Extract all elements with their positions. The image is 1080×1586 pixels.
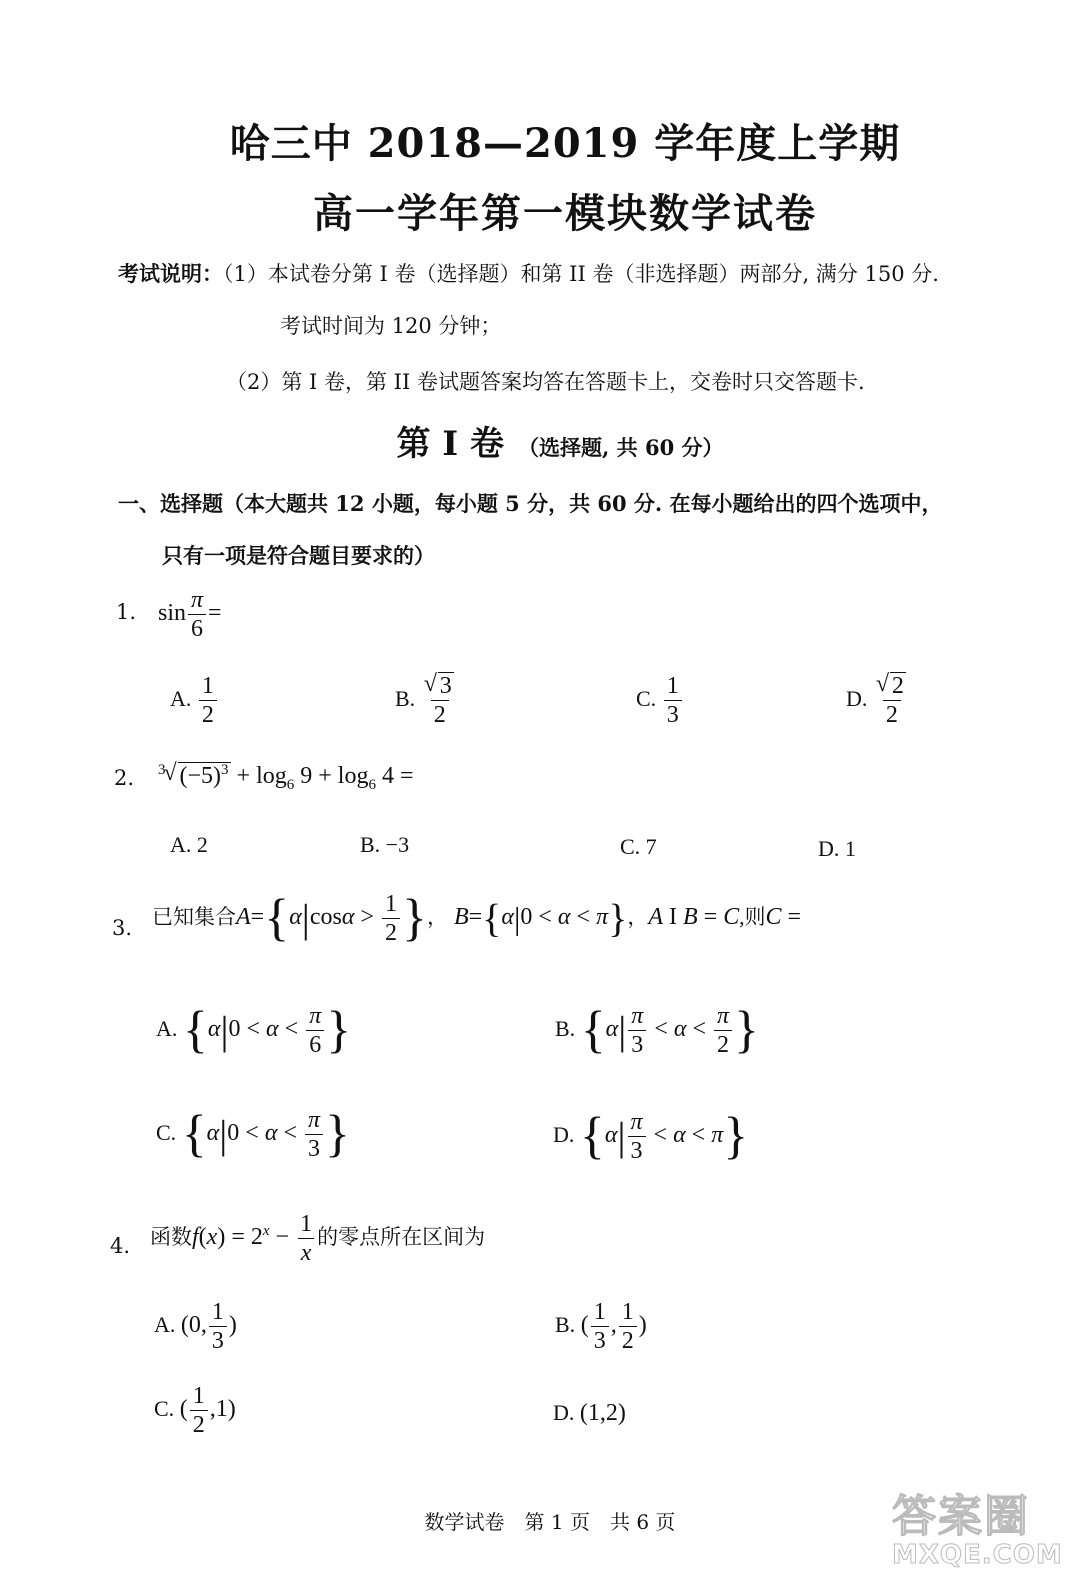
section-heading	[0, 416, 1080, 465]
q2-option-c[interactable]: C. 7	[620, 834, 657, 859]
instructions-item2: （2）第 I 卷，第 II 卷试题答案均答在答题卡上，交卷时只交答题卡.	[226, 370, 865, 394]
q3-option-b[interactable]: B. {α| $\frac{\pi}{3}$ < α < $\frac{\pi}{2}$ }	[555, 1001, 760, 1059]
instructions-line1	[118, 258, 939, 288]
q4-number: 4.	[110, 1234, 131, 1258]
instructions-item1b: 考试时间为 120 分钟；	[280, 314, 502, 338]
watermark-top: 答案圈	[892, 1491, 1030, 1542]
q3-option-a[interactable]: A. {α|0 < α < $\frac{\pi}{6}$ }	[156, 1001, 352, 1059]
q1-option-a[interactable]: A. $\frac{1}{2}$	[170, 674, 219, 727]
part-description-line1: 一、选择题（本大题共 12 小题，每小题 5 分，共 60 分. 在每小题给出的四个选项中，	[118, 491, 943, 516]
q1-option-d[interactable]: D. √ $\frac{2}{2}$	[846, 674, 911, 727]
q4-stem: 函数$f(x) = 2^x$ − $\frac{1}{x}$ 的零点所在区间为	[150, 1211, 486, 1266]
q4-option-a[interactable]: A. (0, $\frac{1}{3}$ )	[154, 1299, 237, 1354]
q4-option-b[interactable]: B. ( $\frac{1}{3}$ , $\frac{1}{2}$ )	[555, 1299, 647, 1354]
q3-stem: 已知集合A={α|cosα > $\frac{1}{2}$ }， B={α|0 < α < π}，A I B = C,则C =	[152, 889, 802, 947]
exam-title-line2: 高一学年第一模块数学试卷	[313, 190, 817, 237]
section-subtitle: （选择题, 共 60 分）	[518, 435, 724, 460]
section-title: 第 I 卷	[396, 424, 505, 464]
q1-number: 1.	[116, 600, 137, 624]
q1-stem: sin $\frac{\pi}{6}$ =	[158, 587, 222, 642]
watermark-logo	[892, 1480, 1062, 1580]
q2-number: 2.	[114, 766, 135, 790]
q3-number: 3.	[112, 916, 133, 940]
q1-option-b[interactable]: B. √ $\frac{3}{2}$	[395, 674, 459, 727]
q2-stem: $^3$√ $(-5)^3 + \log_6 9 + \log_6 4$ =	[158, 762, 413, 794]
q2-option-b[interactable]: B. −3	[360, 832, 410, 857]
q1-option-c[interactable]: C. $\frac{1}{3}$	[636, 674, 684, 727]
watermark-bottom: MXQE.COM	[892, 1540, 1063, 1570]
q4-option-c[interactable]: C. ( $\frac{1}{2}$ ,1)	[154, 1383, 236, 1438]
q4-option-d[interactable]: D. (1,2)	[553, 1400, 626, 1426]
part-description-line2: 只有一项是符合题目要求的）	[162, 543, 435, 568]
q2-option-d[interactable]: D. 1	[818, 836, 856, 861]
exam-title-line1: 哈三中 2018—2019 学年度上学期	[229, 120, 901, 167]
instructions-label: 考试说明：	[118, 261, 223, 286]
q3-option-d[interactable]: D. {α| $\frac{\pi}{3}$ < α < π}	[553, 1107, 749, 1165]
q2-option-a[interactable]: A. 2	[170, 832, 208, 857]
page-footer: 数学试卷 第 1 页 共 6 页	[424, 1510, 676, 1534]
q3-option-c[interactable]: C. {α|0 < α < $\frac{\pi}{3}$ }	[156, 1105, 350, 1163]
instructions-item1a: （1）本试卷分第 I 卷（选择题）和第 II 卷（非选择题）两部分, 满分 150 分.	[223, 262, 939, 286]
